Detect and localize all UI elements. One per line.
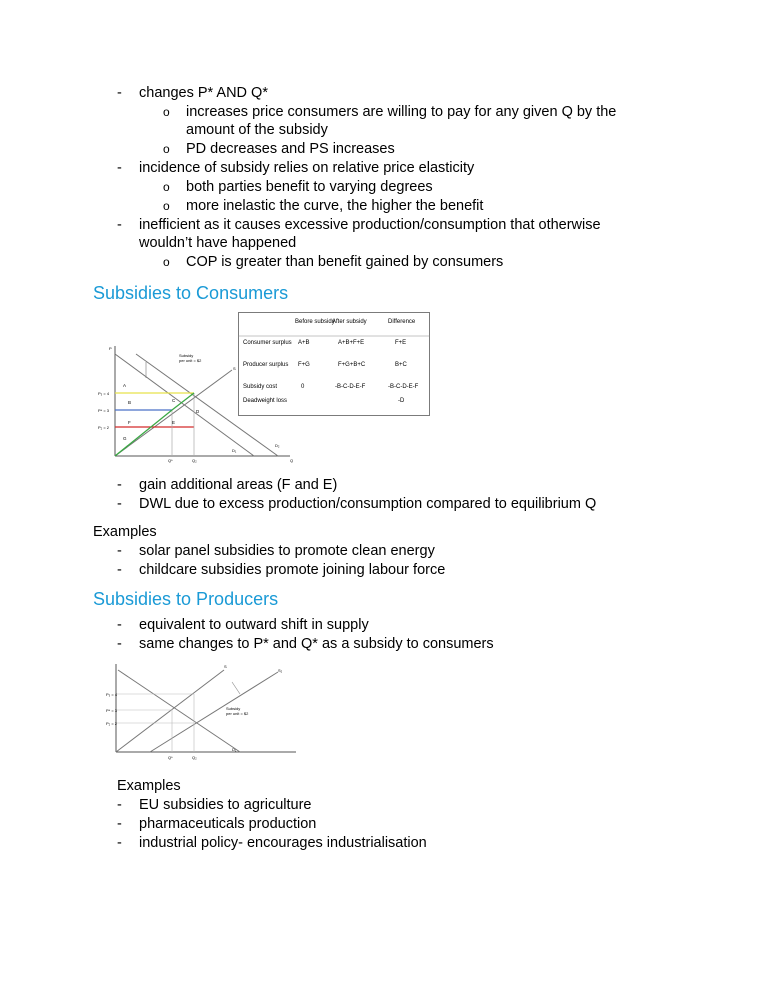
green-supply-extension [172,393,194,410]
price-label-pstar: P* = 3 [106,708,118,713]
p-axis-label: P [109,346,112,351]
table-header: After subsidy [332,319,367,325]
subsidy-label: per unit = $2 [179,358,202,363]
price-label-pstar: P* = 3 [98,408,110,413]
table-cell: F+G [298,362,310,368]
subsidy-label: per unit = $2 [226,711,249,716]
table-cell: -B-C-D-E-F [388,384,419,390]
bullet-text: inefficient as it causes excessive production/consumption that otherwise [139,217,601,233]
table-header: Difference [388,319,416,325]
bullet-dash: - [117,636,122,652]
example-text: EU subsidies to agriculture [139,797,312,813]
sub-bullet-marker: o [163,180,170,194]
subsidy-arrow [232,682,240,694]
table-cell: F+G+B+C [338,362,366,368]
qstar-label: Q* [168,458,173,463]
bullet-text: same changes to P* and Q* as a subsidy to consumers [139,636,494,652]
bullet-dash: - [117,617,122,633]
supply-label: S [233,366,236,371]
area-label-d: D [196,409,200,414]
bullet-dash: - [117,477,122,493]
subsidy-label: Subsidy [179,353,194,358]
bullet-text: wouldn’t have happened [139,235,297,251]
subsidy-label: Subsidy [226,706,241,711]
green-supply-segment [115,410,172,456]
examples-label: Examples [117,778,181,794]
table-cell: F+E [395,340,407,346]
sub-bullet-marker: o [163,105,170,119]
q2-label: Q₂ [192,458,197,463]
sub-bullet-marker: o [163,199,170,213]
d1-label: D₁ [232,448,237,453]
bullet-dash: - [117,816,122,832]
bullet-dash: - [117,797,122,813]
sub-bullet-text: COP is greater than benefit gained by consumers [186,254,504,270]
table-cell: -B-C-D-E-F [335,384,366,390]
example-text: solar panel subsidies to promote clean energy [139,543,435,559]
area-label-f: F [128,420,131,425]
example-text: industrial policy- encourages industrialisation [139,835,427,851]
sub-bullet-text: amount of the subsidy [186,122,328,138]
sub-bullet-text: both parties benefit to varying degrees [186,179,433,195]
example-text: childcare subsidies promote joining labour force [139,562,446,578]
bullet-text: gain additional areas (F and E) [139,477,338,493]
table-cell: Consumer surplus [243,340,292,346]
table-cell: A+B+F+E [338,340,365,346]
bullet-dash: - [117,835,122,851]
q-axis-label: Q [290,458,294,463]
area-label-c: C [172,398,176,403]
table-cell: -D [398,398,405,404]
example-text: pharmaceuticals production [139,816,317,832]
demand-d1 [118,670,240,752]
bullet-dash: - [117,85,122,101]
producer-subsidy-graph [106,660,302,766]
area-label-a: A [123,383,127,388]
bullet-text: equivalent to outward shift in supply [139,617,369,633]
d1-label: D₁ [232,747,237,752]
sub-bullet-text: increases price consumers are willing to pay for any given Q by the [186,104,617,120]
sub-bullet-marker: o [163,142,170,156]
table-cell: Subsidy cost [243,384,278,390]
price-label-p2: P₂ = 2 [98,425,110,430]
examples-label: Examples [93,524,157,540]
supply-s [115,370,232,456]
table-cell: Deadweight loss [243,398,288,404]
s2-label: S₂ [278,668,283,673]
sub-bullet-text: PD decreases and PS increases [186,141,395,157]
area-label-g: G [123,436,127,441]
consumer-subsidy-table [238,312,430,416]
bullet-dash: - [117,562,122,578]
bullet-text: changes P* AND Q* [139,85,268,101]
area-label-b: B [128,400,132,405]
price-label-p3: P₃ = 4 [98,391,110,396]
section-heading-consumers: Subsidies to Consumers [93,283,289,303]
area-label-e: E [172,420,176,425]
table-header: Before subsidy [295,319,335,325]
bullet-dash: - [117,217,122,233]
table-cell: A+B [298,340,310,346]
supply-label: S [224,664,227,669]
table-cell: Producer surplus [243,362,289,368]
d2-label: D₂ [275,443,280,448]
sub-bullet-marker: o [163,255,170,269]
bullet-dash: - [117,496,122,512]
table-cell: 0 [301,384,305,390]
price-label-p2: P₂ = 2 [106,721,118,726]
bullet-dash: - [117,543,122,559]
sub-bullet-text: more inelastic the curve, the higher the benefit [186,198,484,214]
bullet-dash: - [117,160,122,176]
q2-label: Q₂ [192,755,197,760]
bullet-text: DWL due to excess production/consumption compared to equilibrium Q [139,496,597,512]
price-label-p3: P₃ = 4 [106,692,118,697]
section-heading-producers: Subsidies to Producers [93,589,279,609]
bullet-text: incidence of subsidy relies on relative price elasticity [139,160,475,176]
table-cell: B+C [395,362,407,368]
qstar-label: Q* [168,755,173,760]
